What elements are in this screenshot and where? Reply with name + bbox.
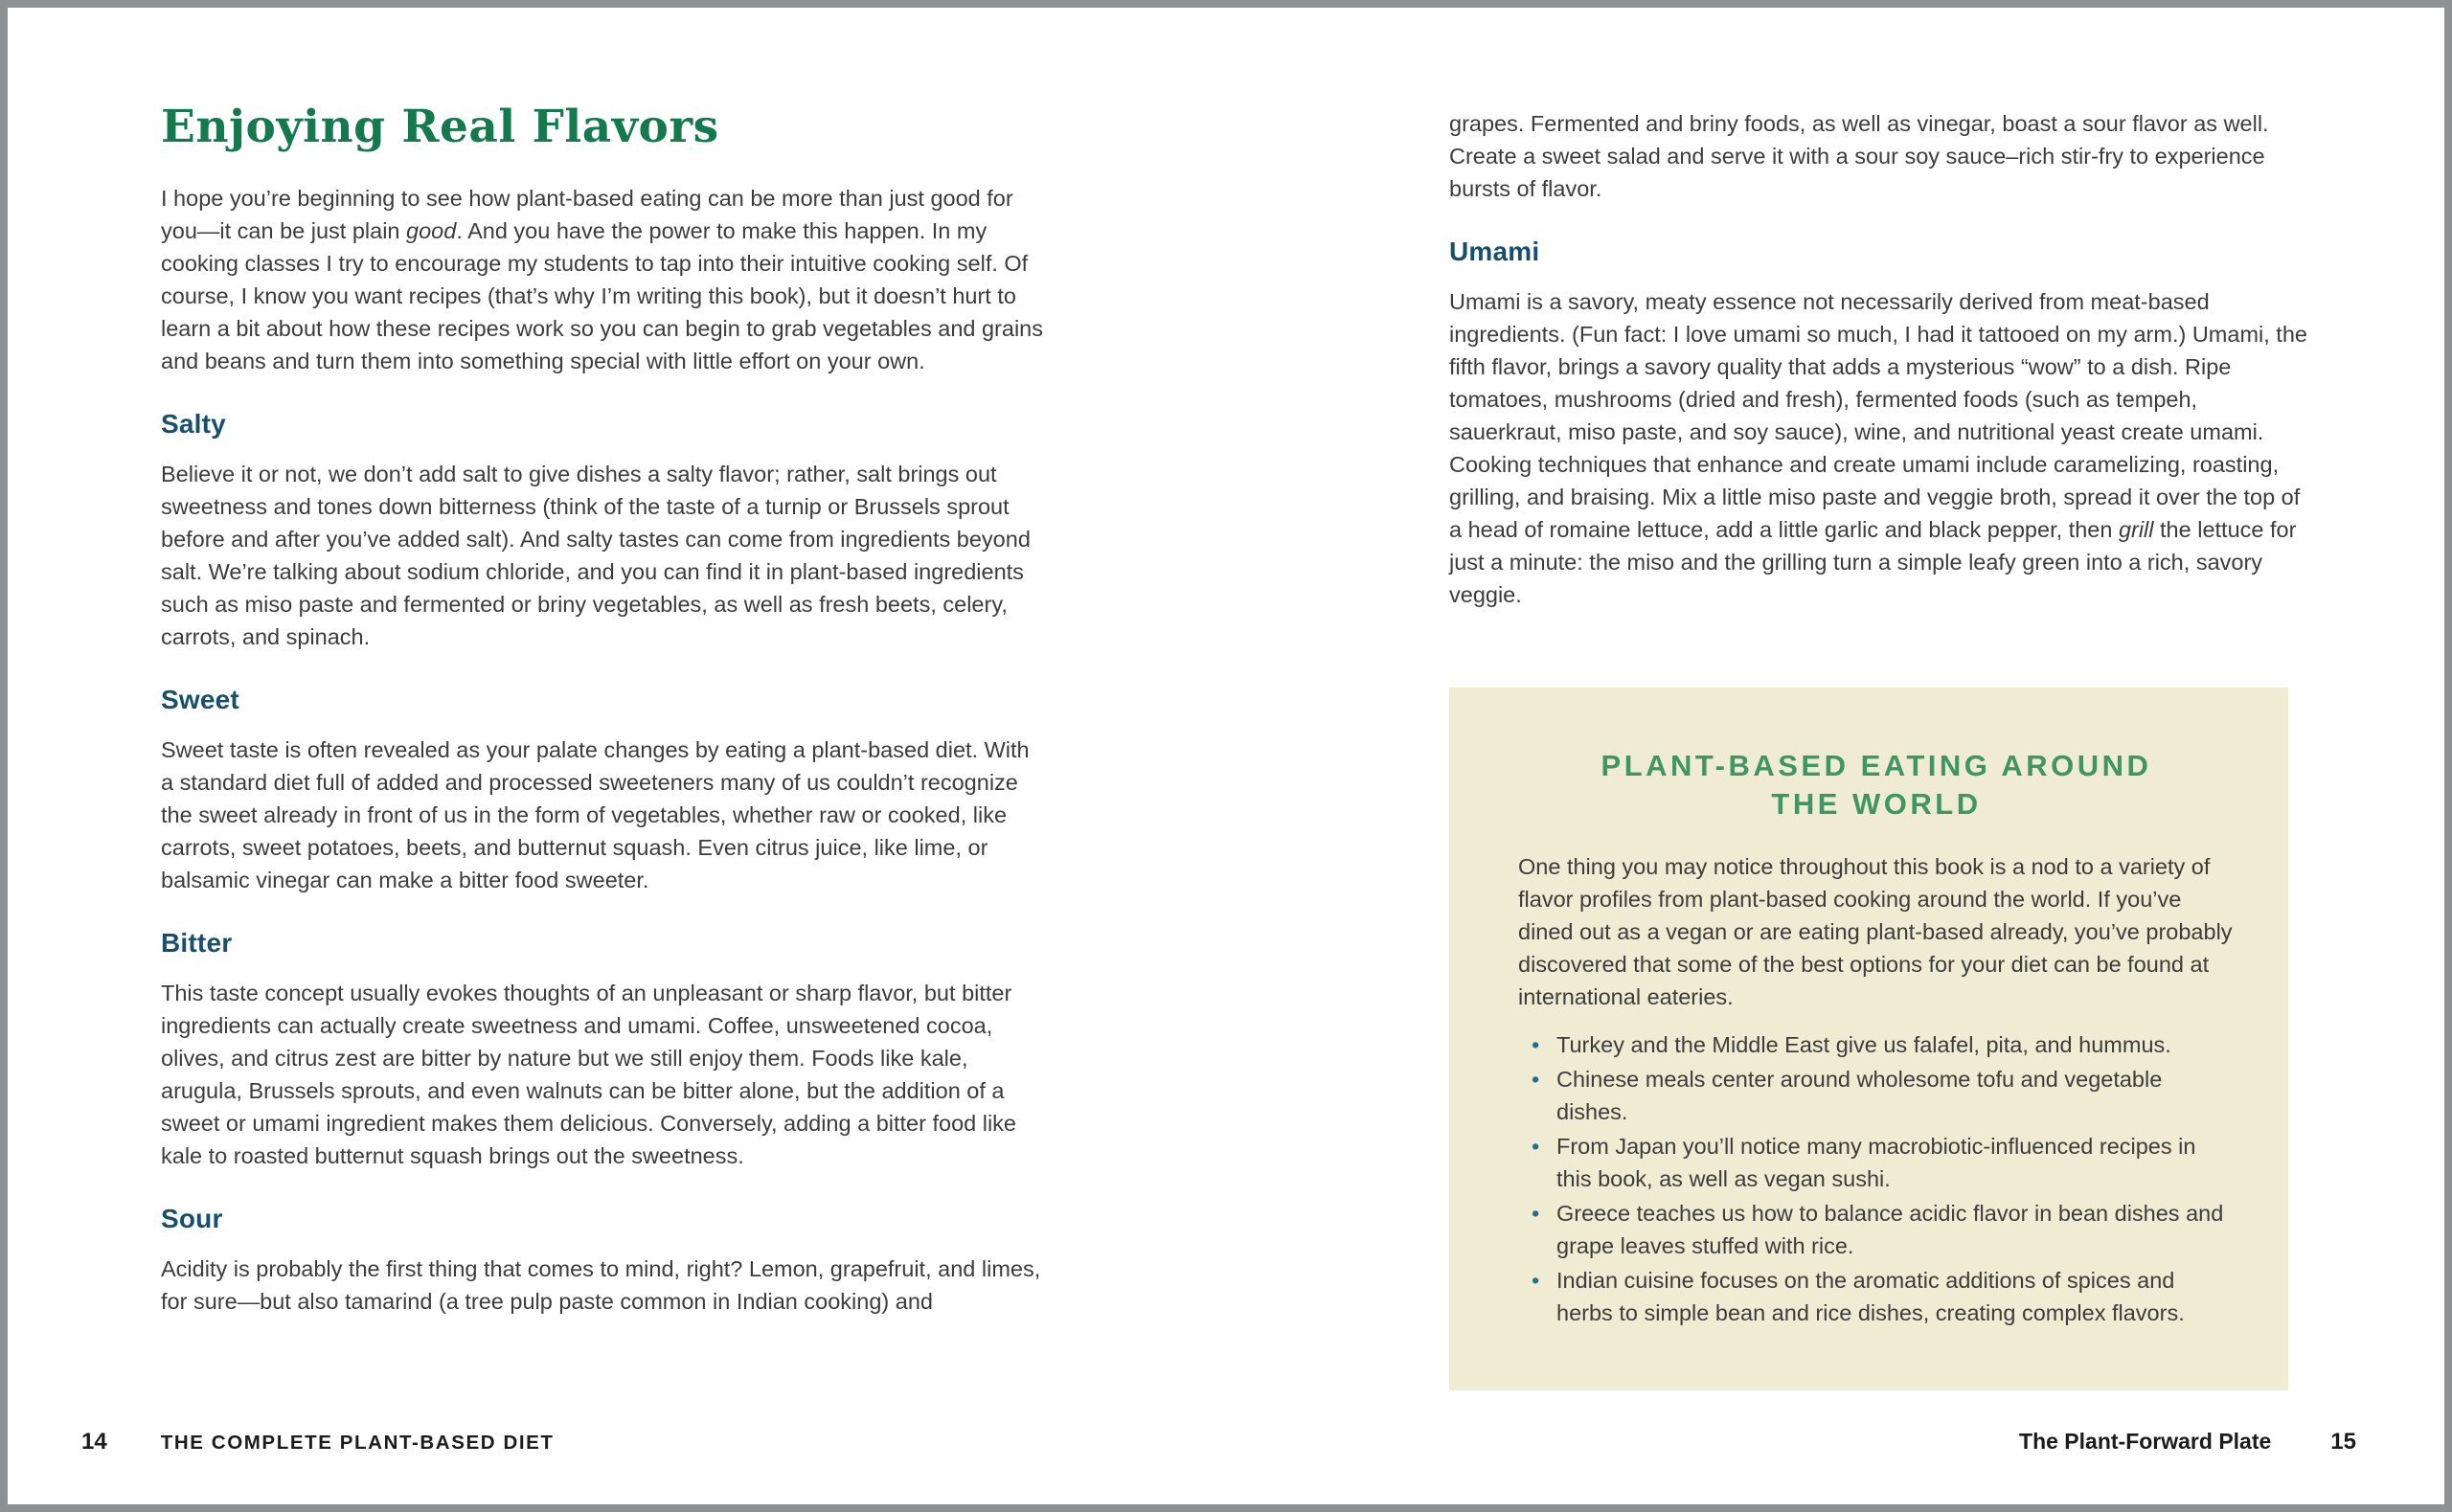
sidebar-box — [1449, 688, 2288, 1390]
right-page-footer — [2019, 1429, 2356, 1456]
sidebar-box-title — [1518, 747, 2235, 824]
section-heading-sweet: Sweet — [161, 685, 239, 714]
sidebar-box-title-line1: PLANT-BASED EATING AROUND — [1601, 749, 2152, 782]
section-heading-salty: Salty — [161, 409, 226, 439]
umami-text-pre: Umami is a savory, meaty essence not necessarily derived from meat-based ingredients. (Fun fact: I love umami so much, I had it tattooed on my arm.) Umami, the fifth flavor, brings a savory quality that adds a mysterious “wow” to a dish. Ripe tomatoes, mushrooms (dried and fresh), fermented foods (such as tempeh, sauerkraut, miso paste, and soy sauce), wine, and nutritional yeast create umami. Cooking techniques that enhance and create umami include caramelizing, roasting, grilling, and braising. Mix a little miso paste and veggie broth, spread it over the top of a head of romaine lettuce, add a little garlic and black pepper, then — [1449, 289, 2307, 542]
list-item: • Turkey and the Middle East give us falafel, pita, and hummus. — [1524, 1028, 2235, 1061]
section-paragraph-bitter: This taste concept usually evokes thoughts of an unpleasant or sharp flavor, but bitter ingredients can actually create sweetness and umami. Coffee, unsweetened cocoa, olives, and citrus zest are bitter by nature but we still enjoy them. Foods like kale, arugula, Brussels sprouts, and even walnuts can be bitter alone, but the addition of a sweet or umami ingredient makes them delicious. Conversely, adding a bitter food like kale to roasted butternut squash brings out the sweetness. — [161, 981, 1016, 1168]
left-page-number: 14 — [81, 1429, 107, 1455]
section-heading-umami: Umami — [1449, 237, 1540, 266]
section-paragraph-sour: Acidity is probably the first thing that comes to mind, right? Lemon, grapefruit, and limes, for sure—but also tamarind (a tree pulp paste common in Indian cooking) and — [161, 1256, 1041, 1314]
sour-continuation-paragraph: grapes. Fermented and briny foods, as well as vinegar, boast a sour flavor as well. Create a sweet salad and serve it with a sour soy sauce–rich stir-fry to experience bursts of flavor. — [1449, 111, 2269, 201]
sidebar-box-list — [1524, 1028, 2235, 1329]
left-page-footer — [81, 1429, 555, 1456]
intro-text-pre: I hope you’re beginning to see how plant-based eating can be more than just good for you—it can be just plain — [161, 186, 1013, 243]
section-paragraph-umami — [1449, 285, 2314, 611]
sidebar-box-title-line2: THE WORLD — [1771, 787, 1982, 821]
list-item: • Chinese meals center around wholesome tofu and vegetable dishes. — [1524, 1063, 2235, 1128]
umami-text-italic: grill — [2118, 517, 2154, 542]
page-title: Enjoying Real Flavors — [161, 101, 719, 153]
section-heading-bitter: Bitter — [161, 928, 233, 958]
sidebar-box-intro: One thing you may notice throughout this book is a nod to a variety of flavor profiles from plant-based cooking around the world. If you’ve dined out as a vegan or are eating plant-based already, you’ve probably discovered that some of the best options for your diet can be found at international eateries. — [1518, 854, 2233, 1009]
right-page-number: 15 — [2330, 1429, 2356, 1455]
intro-text-post: . And you have the power to make this happen. In my cooking classes I try to encourage my students to tap into their intuitive cooking self. Of course, I know you want recipes (that’s why I’m writing this book), but it doesn’t hurt to learn a bit about how these recipes work so you can begin to grab vegetables and grains and beans and turn them into something special with little effort on your own. — [161, 218, 1043, 373]
list-item: • From Japan you’ll notice many macrobiotic-influenced recipes in this book, as well as vegan sushi. — [1524, 1130, 2235, 1195]
book-title: THE COMPLETE PLANT-BASED DIET — [160, 1432, 555, 1454]
intro-paragraph — [161, 182, 1047, 377]
intro-text-italic: good — [406, 218, 457, 243]
chapter-title: The Plant-Forward Plate — [2019, 1429, 2272, 1454]
left-page-column — [161, 102, 1047, 1318]
list-item: • Greece teaches us how to balance acidic flavor in bean dishes and grape leaves stuffed with rice. — [1524, 1197, 2235, 1262]
list-item: • Indian cuisine focuses on the aromatic additions of spices and herbs to simple bean and rice dishes, creating complex flavors. — [1524, 1264, 2235, 1329]
section-paragraph-salty: Believe it or not, we don’t add salt to give dishes a salty flavor; rather, salt brings out sweetness and tones down bitterness (think of the taste of a turnip or Brussels sprout before and after you’ve added salt). And salty tastes can come from ingredients beyond salt. We’re talking about sodium chloride, and you can find it in plant-based ingredients such as miso paste and fermented or briny vegetables, as well as fresh beets, celery, carrots, and spinach. — [161, 462, 1031, 649]
umami-text-post: the lettuce for just a minute: the miso and the grilling turn a simple leafy green into a rich, savory veggie. — [1449, 517, 2297, 607]
section-paragraph-sweet: Sweet taste is often revealed as your palate changes by eating a plant-based diet. With a standard diet full of added and processed sweeteners many of us couldn’t recognize the sweet already in front of us in the form of vegetables, whether raw or cooked, like carrots, sweet potatoes, beets, and butternut squash. Even citrus juice, like lime, or balsamic vinegar can make a bitter food sweeter. — [161, 737, 1030, 892]
right-page-column — [1449, 98, 2314, 1390]
section-heading-sour: Sour — [161, 1204, 223, 1233]
